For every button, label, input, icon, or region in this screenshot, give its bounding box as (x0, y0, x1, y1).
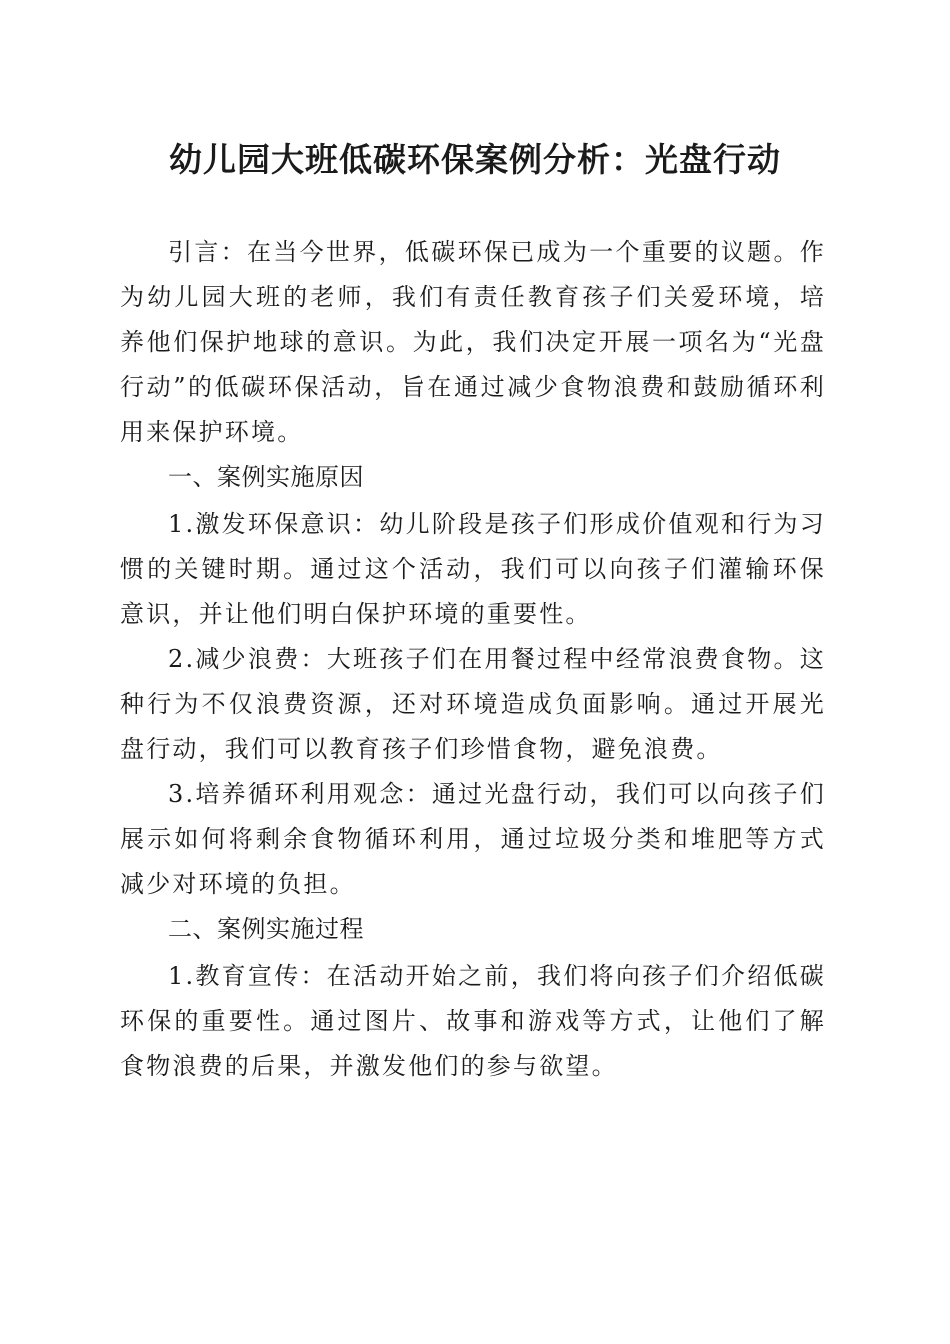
reason-item-1: 1.激发环保意识：幼儿阶段是孩子们形成价值观和行为习惯的关键时期。通过这个活动，我们可以向孩子们灌输环保意识，并让他们明白保护环境的重要性。 (120, 510, 826, 628)
reason-item-2: 2.减少浪费：大班孩子们在用餐过程中经常浪费食物。这种行为不仅浪费资源，还对环境造成负面影响。通过开展光盘行动，我们可以教育孩子们珍惜食物，避免浪费。 (120, 645, 826, 763)
reason-item-3: 3.培养循环利用观念：通过光盘行动，我们可以向孩子们展示如何将剩余食物循环利用，通过垃圾分类和堆肥等方式减少对环境的负担。 (120, 780, 826, 898)
intro-paragraph: 引言：在当今世界，低碳环保已成为一个重要的议题。作为幼儿园大班的老师，我们有责任教育孩子们关爱环境，培养他们保护地球的意识。为此，我们决定开展一项名为“光盘行动”的低碳环保活动，旨在通过减少食物浪费和鼓励循环利用来保护环境。 (120, 238, 826, 446)
document-body (120, 230, 826, 1089)
section-heading-process: 二、案例实施过程 (168, 915, 364, 943)
document-title: 幼儿园大班低碳环保案例分析：光盘行动 (169, 140, 781, 179)
process-item-1: 1.教育宣传：在活动开始之前，我们将向孩子们介绍低碳环保的重要性。通过图片、故事和游戏等方式，让他们了解食物浪费的后果，并激发他们的参与欲望。 (120, 962, 826, 1080)
section-heading-reasons: 一、案例实施原因 (168, 463, 364, 491)
